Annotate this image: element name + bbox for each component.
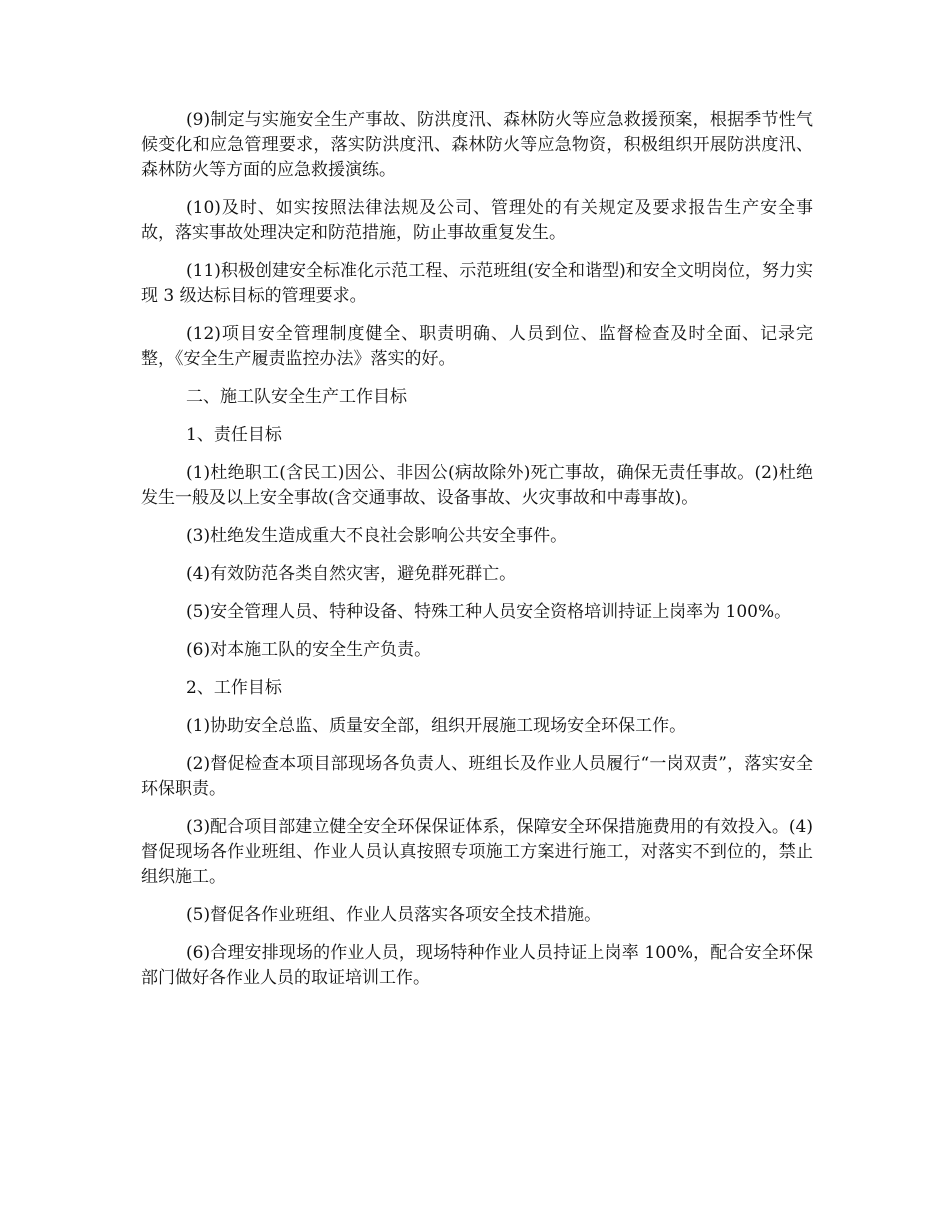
paragraph-resp-3: (3)杜绝发生造成重大不良社会影响公共安全事件。	[186, 526, 568, 546]
paragraph-resp-6: (6)对本施工队的安全生产负责。	[186, 640, 432, 660]
paragraph-work-6: (6)合理安排现场的作业人员，现场特种作业人员持证上岗率 100%，配合安全环保部门做好各作业人员的取证培训工作。	[141, 943, 813, 988]
paragraph-work-3-4: (3)配合项目部建立健全安全环保保证体系，保障安全环保措施费用的有效投入。(4)督促现场各作业班组、作业人员认真按照专项施工方案进行施工，对落实不到位的，禁止组织施工。	[141, 817, 813, 887]
paragraph-item-10: (10)及时、如实按照法律法规及公司、管理处的有关规定及要求报告生产安全事故，落实事故处理决定和防范措施，防止事故重复发生。	[141, 198, 813, 243]
subsection-heading-responsibility: 1、责任目标	[186, 425, 282, 445]
paragraph-item-9: (9)制定与实施安全生产事故、防洪度汛、森林防火等应急救援预案，根据季节性气候变化和应急管理要求，落实防洪度汛、森林防火等应急物资，积极组织开展防洪度汛、森林防火等方面的应急救援演练。	[141, 110, 813, 180]
subsection-heading-work: 2、工作目标	[186, 678, 282, 698]
paragraph-item-12: (12)项目安全管理制度健全、职责明确、人员到位、监督检查及时全面、记录完整，《安全生产履责监控办法》落实的好。	[141, 324, 813, 369]
paragraph-work-2: (2)督促检查本项目部现场各负责人、班组长及作业人员履行“一岗双责”，落实安全环保职责。	[141, 754, 813, 799]
paragraph-resp-5: (5)安全管理人员、特种设备、特殊工种人员安全资格培训持证上岗率为 100%。	[186, 602, 792, 622]
paragraph-resp-1-2: (1)杜绝职工(含民工)因公、非因公(病故除外)死亡事故，确保无责任事故。(2)杜绝发生一般及以上安全事故(含交通事故、设备事故、火灾事故和中毒事故)。	[141, 463, 813, 508]
paragraph-resp-4: (4)有效防范各类自然灾害，避免群死群亡。	[186, 564, 517, 584]
paragraph-work-5: (5)督促各作业班组、作业人员落实各项安全技术措施。	[186, 905, 602, 925]
paragraph-work-1: (1)协助安全总监、质量安全部，组织开展施工现场安全环保工作。	[186, 716, 687, 736]
section-heading-2: 二、施工队安全生产工作目标	[186, 387, 408, 407]
document-page	[141, 108, 813, 1004]
paragraph-item-11: (11)积极创建安全标准化示范工程、示范班组(安全和谐型)和安全文明岗位，努力实现 3 级达标目标的管理要求。	[141, 261, 813, 306]
